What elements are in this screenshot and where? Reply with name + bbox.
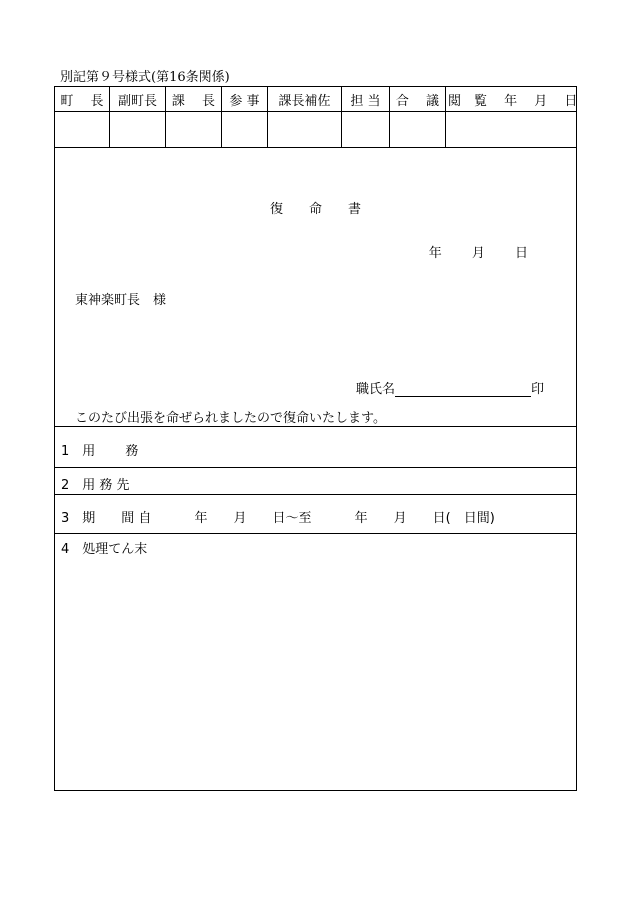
approval-header-cell xyxy=(110,87,166,111)
addressee: 東神楽町長 様 xyxy=(75,293,167,308)
approval-header-mayor: 町 長 xyxy=(60,94,104,109)
approval-header-assistant-chief: 課長補佐 xyxy=(278,94,331,109)
stamp-cell xyxy=(390,111,446,147)
stamp-cell xyxy=(166,111,222,147)
approval-header-row xyxy=(55,87,576,112)
signature-line xyxy=(356,378,544,397)
approval-header-cell xyxy=(166,87,222,111)
approval-header-cell xyxy=(222,87,268,111)
approval-header-cell xyxy=(342,87,390,111)
signature-label: 職氏名 xyxy=(355,382,395,397)
stamp-cell xyxy=(110,111,166,147)
divider xyxy=(55,426,576,427)
item-destination: 2 用 務 先 xyxy=(61,478,130,493)
item-outcome: 4 処理てん末 xyxy=(61,542,148,557)
item-business: 1 用 務 xyxy=(61,444,139,459)
approval-header-consultation: 合 議 xyxy=(395,94,440,109)
approval-header-review-date: 閲 覧 年 月 日 xyxy=(448,94,578,109)
approval-header-section-chief: 課 長 xyxy=(171,94,216,109)
approval-header-deputy-mayor: 副町長 xyxy=(117,94,157,109)
approval-header-councilor: 参 事 xyxy=(229,94,260,109)
report-statement: このたび出張を命ぜられましたので復命いたします。 xyxy=(75,411,386,426)
divider xyxy=(55,533,576,534)
stamp-cell xyxy=(446,111,576,147)
stamp-cell xyxy=(268,111,342,147)
signature-field xyxy=(395,383,531,397)
stamp-cell xyxy=(342,111,390,147)
approval-header-cell xyxy=(268,87,342,111)
approval-header-cell xyxy=(446,87,576,111)
item-period: 3 期 間 自 年 月 日～至 年 月 日( 日間) xyxy=(61,511,495,526)
report-body xyxy=(54,147,577,791)
form-title: 別記第９号様式(第16条関係) xyxy=(60,70,230,85)
stamp-cell xyxy=(222,111,268,147)
seal-mark: 印 xyxy=(530,382,544,397)
divider xyxy=(55,467,576,468)
divider xyxy=(55,494,576,495)
approval-header-cell xyxy=(390,87,446,111)
approval-header-staff: 担 当 xyxy=(350,94,381,109)
approval-header-cell xyxy=(55,87,110,111)
document-title: 復 命 書 xyxy=(269,202,361,217)
approval-stamp-row xyxy=(55,111,576,147)
stamp-cell xyxy=(55,111,110,147)
report-date: 年 月 日 xyxy=(428,246,528,261)
approval-table xyxy=(54,86,577,148)
